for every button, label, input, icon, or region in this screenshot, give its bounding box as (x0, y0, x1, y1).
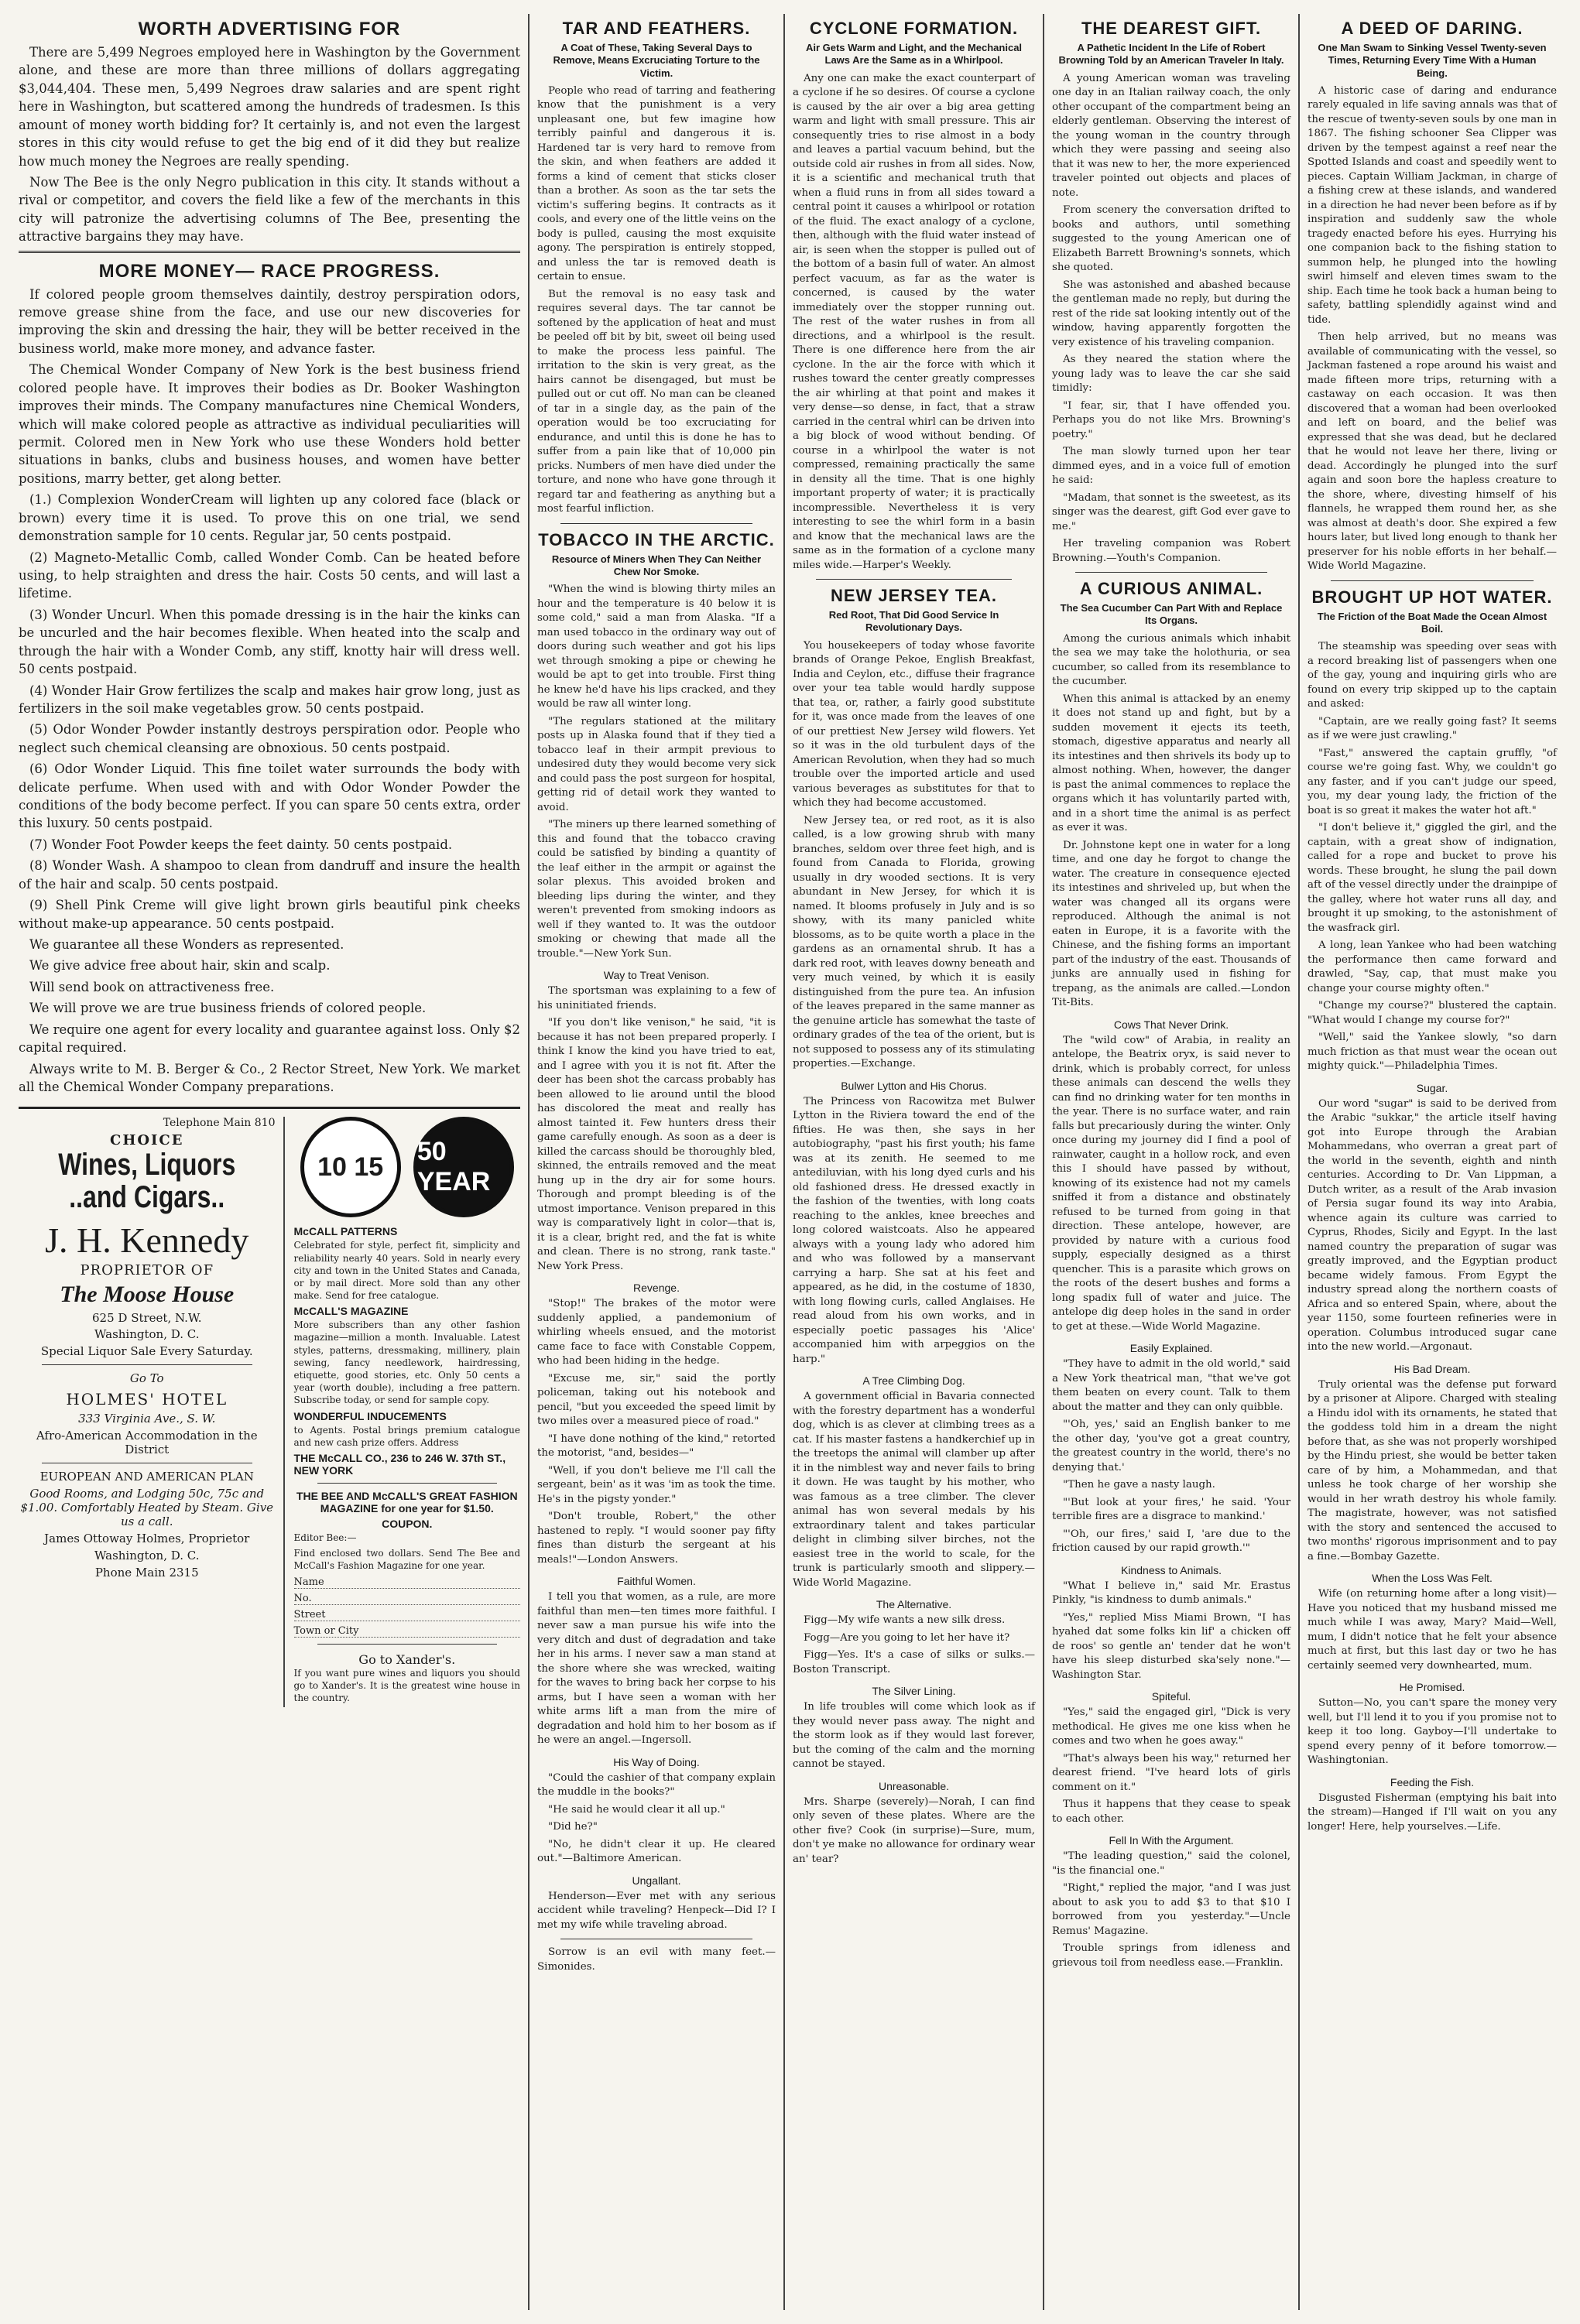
magazine-text: More subscribers than any other fashion magazine—million a month. Invaluable. Latest styles, patterns, dressmaking, millinery, plain sewing, fancy needlework, hairdressing, etiquette, good stories, etc. Only 50 cents a year (worth double), including a free pattern. Subscribe today, or send for sample copy. (293, 1319, 520, 1406)
headline-silver: The Silver Lining. (872, 1685, 956, 1697)
paragraph: We give advice free about hair, skin and scalp. (29, 958, 331, 974)
divider (317, 1644, 498, 1645)
headline-sugar: Sugar. (1416, 1081, 1448, 1094)
paragraph: "Fast," answered the captain gruffly, "of course we're going fast. Why, we couldn't go any faster, and if you can't judge our speed, you, my dear young lady, the friction of the boat is so great it makes the water hot aft." (1308, 747, 1557, 816)
paragraph: "That's always been his way," returned her dearest friend. "I've heard lots of girls comment on it." (1052, 1752, 1290, 1793)
paragraph: "Madam, that sonnet is the sweetest, as its singer was the dearest, gift God ever gave to me." (1052, 491, 1290, 532)
paragraph: (3) Wonder Uncurl. When this pomade dressing is in the hair the kinks can be uncurled and the hair becomes flexible. When heated into the scalp and through the hair with a Wonder Comb, any stiff, knotty hair will dress well. 50 cents postpaid. (19, 607, 520, 677)
hotel-proprietor: James Ottoway Holmes, Proprietor (44, 1532, 250, 1546)
paragraph: (8) Wonder Wash. A shampoo to clean from dandruff and insure the health of the hair and scalp. 50 cents postpaid. (19, 858, 520, 892)
paragraph: As they neared the station where the young lady was to leave the car she said timidly: (1052, 354, 1290, 394)
offer-head: THE BEE AND McCALL'S GREAT FASHION MAGAZINE for one year for $1.50. (296, 1489, 518, 1515)
headline-dog: A Tree Climbing Dog. (862, 1374, 965, 1387)
headline-way: His Way of Doing. (613, 1755, 700, 1768)
paragraph: "Could the cashier of that company explain the muddle in the books?" (537, 1771, 776, 1799)
badge-row (294, 1117, 521, 1217)
paragraph: Her traveling companion was Robert Browning.—Youth's Companion. (1052, 538, 1290, 564)
coupon-head: COUPON. (382, 1517, 433, 1530)
patterns-head: McCALL PATTERNS (293, 1225, 398, 1238)
paragraph: Figg—My wife wants a new silk dress. (804, 1614, 1006, 1626)
paragraph: Any one can make the exact counterpart of a cyclone if he so desires. Of course a cyclone is caused by the air over a big area getting warm and light with small pressure. This air consequently tries to rise almost in a body and leaves a partial vacuum behind, but the outside cold air rushes in from all sides. Now, it is a scientific and mechanical truth that when a fluid runs in from all sides toward a central point it causes a whirlpool or rotation of the fluid. The exact analogy of a cyclone, then, although with the fluid water instead of air, is seen when the stopper is pulled out of the bottom of a basin full of water. An almost perfect vacuum, as far as the water is concerned, is caused by the water immediately over the stopper running out. The rest of the water rushes in from all directions, and a whirlpool is the result. There is one difference here from the air cyclone. In the air the force with which it rushes toward the center greatly compresses the air whirling at that point and makes it very dense—so dense, in fact, that a straw carried in the central whirl can be driven into a big block of wood without bending. Of course in a whirlpool the water is not compressed, remaining practically the same in density all the time. That is one highly important property of water; it is practically incompressible. Nevertheless it is very interesting to see the whirl form in a basin and know that the mechanical laws are the same as in the formation of a cyclone many miles wide.—Harper's Weekly. (793, 72, 1035, 571)
paragraph: "Stop!" The brakes of the motor were suddenly applied, a pandemonium of whirling wheels ensued, and the motorist came face to face with Constable Coppem, who had been hiding in the hedge. (537, 1298, 776, 1367)
subhead-deed: One Man Swam to Sinking Vessel Twenty-seven Times, Returning Every Time With a Human Being. (1318, 42, 1547, 79)
mccall-magazine-badge: 50 YEAR (413, 1117, 514, 1217)
paragraph: We will prove we are true business friends of colored people. (29, 1001, 427, 1016)
coupon-name-field[interactable]: Name (294, 1576, 521, 1589)
paragraph: "Excuse me, sir," said the portly policeman, taking out his notebook and pencil, "but you exceeded the speed limit by two miles over a measured piece of road." (537, 1372, 776, 1428)
subhead-tobacco: Resource of Miners When They Can Neither Chew Nor Smoke. (551, 553, 762, 577)
paragraph: A government official in Bavaria connected with the forestry department has a wonderful dog, which is as clever at climbing trees as a cat. If his master fastens a handkerchief up in the treetops the animal will clamber up after it in the nimblest way and never fails to bring it down. He was taught by his mother, who was famous as a tree climber. The clever animal has won several medals by his extraordinary talent and takes particular delight in climbing silver birches, not the easiest tree in the world to scale, for the trunk is particularly smooth and slippery.—Wide World Magazine. (793, 1391, 1035, 1589)
paragraph: Henderson—Ever met with any serious accident while traveling? Henpeck—Did I? I met my wife while traveling abroad. (537, 1890, 776, 1931)
headline-ungallant: Ungallant. (632, 1874, 681, 1887)
coupon-no-field[interactable]: No. (294, 1593, 521, 1605)
paragraph: Sorrow is an evil with many feet.—Simonides. (537, 1946, 776, 1973)
goto: Go To (129, 1371, 164, 1386)
ads-block (19, 1107, 520, 1707)
paragraph: Sutton—No, you can't spare the money very well, but I'll lend it to you if you promise not to keep it too long. Gayboy—I'll undertake to spend every penny of it before tomorrow.—Washingtonian. (1308, 1697, 1557, 1767)
paragraph: A long, lean Yankee who had been watching the performance then came forward and drawled, "Say, cap, that must make you change your course mighty often." (1308, 940, 1557, 994)
headline-faithful: Faithful Women. (617, 1575, 696, 1588)
headline-deed: A DEED OF DARING. (1341, 19, 1523, 38)
paragraph: "Yes," said the engaged girl, "Dick is very methodical. He gives me one kiss when he comes and two when he goes away." (1052, 1706, 1290, 1747)
wines-liquors: Wines, Liquors (58, 1148, 236, 1183)
paragraph: "The miners up there learned something of this and found that the tobacco craving could be satisfied by binding a quantity of the leaf either in the armpit or against the solar plexus. This avoided broken and bleeding lips during the winter, and they weren't prevented from smoking indoors as well if they wanted to. It was the outdoor smoking or chewing that made all the trouble."—New York Sun. (537, 819, 776, 960)
paragraph: From scenery the conversation drifted to books and authors, until something suggested to the young American one of Elizabeth Barrett Browning's sonnets, which she quoted. (1052, 204, 1290, 273)
choice-label: CHOICE (110, 1132, 184, 1149)
divider (317, 1483, 498, 1484)
paragraph: (1.) Complexion WonderCream will lighten up any colored face (black or brown) every time it is used. To prove this on one trial, we send demonstration sample for 10 cents. Regular jar, 50 cents postpaid. (19, 492, 520, 544)
paragraph: The Chemical Wonder Company of New York is the best business friend colored people have. It improves their bodies as Dr. Booker Washington improves their minds. The Company manufactures nine Chemical Wonders, which will make colored people as attractive as individual peculiarities will permit. Colored men in New York who use these Wonders hold better situations in banks, clubs and business houses, and women have better positions, marry better, get along better. (19, 362, 520, 486)
paragraph: "If you don't like venison," he said, "it is because it has not been prepared properly. I think I know the kind you have tried to eat, and I agree with you it is not fit. After the deer has been shot the carcass probably has been allowed to lie around until the blood has discolored the meat and really has almost tainted it. Few hunters dress their game carefully enough. As soon as a deer is killed the carcass should be thoroughly bled, skinned, the entrails removed and the meat hung up in the dry air for some hours. Thorough and prompt bleeding is of the utmost importance. Venison prepared in this way is comparatively light in color—that is, it is a clear, bright red, and the fat is white and clean. There is no strong, rank taste." New York Press. (537, 1017, 776, 1272)
paragraph: (6) Odor Wonder Liquid. This fine toilet water surrounds the body with delicate perfume. When used with and with Odor Wonder Powder the conditions of the body become perfect. If you can spare 50 cents extra, order this luxury. 50 cents postpaid. (19, 762, 520, 831)
paragraph: "'But look at your fires,' he said. 'Your terrible fires are a disgrace to mankind.' (1052, 1496, 1290, 1522)
paragraph: Fogg—Are you going to let her have it? (804, 1631, 1010, 1644)
paragraph: "Did he?" (548, 1821, 598, 1833)
paragraph: Figg—Yes. It's a case of silks or sulks.—Boston Transcript. (793, 1649, 1035, 1675)
paragraph: When this animal is attacked by an enemy it does not stand up and fight, but by a sudden movement it ejects its teeth, stomach, digestive apparatus and nearly all its intestines and then shrivels its body up to almost nothing. When, however, the danger is past the animal commences to replace the organs which it has voluntarily parted with, and in a short time the animal is as perfect as ever it was. (1052, 693, 1290, 833)
paragraph: If colored people groom themselves daintily, destroy perspiration odors, remove grease shine from the face, and use our new discoveries for improving the skin and dressing the hair, they will be better received in the business world, make more money, and advance faster. (19, 286, 520, 356)
inducement-head: WONDERFUL INDUCEMENTS (293, 1409, 447, 1422)
paragraph: "They have to admit in the old world," said a New York theatrical man, "that we've got them beaten on every count. Talk to them about the matter and they can only quibble. (1052, 1358, 1290, 1413)
paragraph: "'Oh, our fires,' said I, 'are due to the friction caused by our rapid growth.'" (1052, 1528, 1290, 1554)
subhead-hot-water: The Friction of the Boat Made the Ocean Almost Boil. (1317, 610, 1547, 635)
paragraph: "Then he gave a nasty laugh. (1063, 1479, 1215, 1491)
hotel-city: Washington, D. C. (94, 1549, 200, 1563)
paragraph: In life troubles will come which look as if they would never pass away. The night and the storm look as if they would last forever, but the coming of the calm and the morning cannot be stayed. (793, 1701, 1035, 1770)
headline-spiteful: Spiteful. (1151, 1690, 1191, 1703)
patterns-text: Celebrated for style, perfect fit, simplicity and reliability nearly 40 years. Sold in nearly every city and town in the United States and Canada, or by mail direct. More sold than any other make. Send for free catalogue. (293, 1240, 520, 1302)
paragraph: "Don't trouble, Robert," the other hastened to reply. "I would sooner pay fifty fines than disturb the sergeant at his meals!"—London Answers. (537, 1511, 776, 1566)
paragraph: We require one agent for every locality and guarantee against loss. Only $2 capital required. (19, 1022, 520, 1056)
xander-text: If you want pure wines and liquors you should go to Xander's. It is the greatest wine house in the country. (293, 1667, 520, 1703)
column-4 (1044, 14, 1300, 2310)
paragraph: The man slowly turned upon her tear dimmed eyes, and in a voice full of emotion he said: (1052, 446, 1290, 486)
divider (42, 1364, 252, 1365)
paragraph: Thus it happens that they cease to speak to each other. (1052, 1799, 1290, 1825)
paragraph: Mrs. Sharpe (severely)—Norah, I can find only seven of these plates. Where are the other five? Cook (in surprise)—Sure, mum, don't ye make no allowance for ordinary wear an' tear? (793, 1795, 1035, 1865)
headline-unreasonable: Unreasonable. (878, 1779, 950, 1792)
divider (1075, 572, 1267, 573)
headline-curious: A CURIOUS ANIMAL. (1079, 579, 1263, 598)
paragraph: The steamship was speeding over seas with a record breaking list of passengers when one of the gay, young and inquiring girls who are found on every trip skipped up to the captain and asked: (1308, 641, 1557, 710)
paragraph: Wife (on returning home after a long visit)—Have you noticed that my husband missed me much while I was away, Mary? Maid—Well, mum, I didn't notice that he felt your absence much at first, but this last day or two he has certainly seemed very downhearted, mum. (1308, 1588, 1557, 1672)
rooms: Good Rooms, and Lodging 50c, 75c and $1.00. Comfortably Heated by Steam. Give us a call. (20, 1487, 274, 1529)
money-body (19, 286, 520, 1097)
column-5 (1300, 14, 1565, 2310)
paragraph: (2) Magneto-Metallic Comb, called Wonder Comb. Can be heated before using, to help straighten and dress the hair. Costs 50 cents, and will last a lifetime. (19, 549, 520, 601)
paragraph: New Jersey tea, or red root, as it is also called, is a low growing shrub with many branches, seldom over three feet high, and is found from Canada to Florida, growing usually in dry wooded sections. It is very abundant in New Jersey, for which it is named. It blooms profusely in July and is so showy, with its many panicled white blossoms, as to be quite worth a place in the gardens as an ornamental shrub. It has a dark red root, with leaves downy beneath and very much veined, by which it is easily distinguished from the pure tea. An infusion of the leaves prepared in the same manner as the genuine article has somewhat the taste of ordinary grades of the tea of the orient, but is not supposed to possess any of its stimulating properties.—Exchange. (793, 814, 1035, 1070)
paragraph: (9) Shell Pink Creme will give light brown girls beautiful pink cheeks without make-up appearance. 50 cents postpaid. (19, 898, 520, 931)
proprietor-of: PROPRIETOR OF (80, 1262, 214, 1279)
paragraph: But the removal is no easy task and requires several days. The tar cannot be softened by the application of heat and must be peeled off bit by bit, sweet oil being used to make the process less painful. The irritation to the skin is very great, as the hairs cannot be disengaged, but must be pulled out or cut off. No man can be cleaned of tar in a single day, as the pain of the operation would be too excruciating for endurance, and until this is done he has to suffer from a pain like that of 10,000 pin pricks. Numbers of men have died under the torture, and none who have gone through it regard tar and feathering as anything but a most fearful infliction. (537, 288, 776, 515)
inducement-text: to Agents. Postal brings premium catalogue and new cash prize offers. Address (293, 1424, 520, 1448)
paragraph: Disgusted Fisherman (emptying his bait into the stream)—Hanged if I'll wait on you any longer! Here, help yourselves.—Life. (1308, 1792, 1557, 1833)
paragraph: "Well, if you don't believe me I'll call the sergeant, bein' as it was 'im as took the time. He's in the pigsty yonder." (537, 1464, 776, 1505)
editor-line: Editor Bee:— (293, 1532, 357, 1543)
column-advertising (11, 14, 530, 2310)
headline-bulwer: Bulwer Lytton and His Chorus. (841, 1079, 987, 1092)
plan: EUROPEAN AND AMERICAN PLAN (39, 1470, 254, 1484)
divider (1331, 580, 1534, 581)
headline-more-money: MORE MONEY— RACE PROGRESS. (98, 260, 440, 282)
paragraph: (7) Wonder Foot Powder keeps the feet dainty. 50 cents postpaid. (29, 837, 453, 852)
magazine-head: McCALL'S MAGAZINE (293, 1305, 409, 1318)
headline-alternative: The Alternative. (876, 1598, 952, 1610)
paragraph: The "wild cow" of Arabia, in reality an antelope, the Beatrix oryx, is said never to drink, which is probably correct, for unless these animals can descend the wells they can find no drinking water for ten months in the year. There is no surface water, and rain falls but precariously during the winter. Only once during my journey did I find a pool of rainwater, caught in a hollow rock, and even this I should have passed by without, knowing of its existence had not my camels sniffed it from a distance and obstinately refused to be turned from going in that direction. These antelope, however, are provided by nature with a curious food supply, especially designed as a thirst quencher. This is a parasite which grows on the roots of the desert bushes and forms a long spadix full of water and juice. The antelope dig deep holes in the sand in order to get at these.—Wide World Magazine. (1052, 1034, 1290, 1333)
paragraph: I tell you that women, as a rule, are more faithful than men—ten times more faithful. I never saw a man pursue his wife into the very ditch and dust of degradation and take her in his arms. I never saw a man stand at the shore where she was wrecked, waiting for the waves to bring back her corpse to his arms, but I have seen a woman with her white arms lift a man from the mire of degradation and hold him to her bosom as if he were an angel.—Ingersoll. (537, 1591, 776, 1747)
paragraph: A historic case of daring and endurance rarely equaled in life saving annals was that of the rescue of twenty-seven souls by one man in 1867. The fishing schooner Sea Clipper was driven by the tempest against a reef near the Spotted Islands and coast and speedily went to pieces. Captain William Jackman, in charge of a fishing crew at these islands, and wandered in a direction he had never been before as if by inspiration and suddenly saw the whole tragedy enacted before his eyes. Hurrying his one companion back to the fishing station to summon help, he plunged into the howling swirl himself and eleven times swam to the ship. Each time he took back a human being to safety, battling splendidly against wind and tide. (1308, 84, 1557, 326)
paragraph: "When the wind is blowing thirty miles an hour and the temperature is 40 below it is some cold," said a man from Alaska. "If a man used tobacco in the ordinary way out of doors during such weather and got his lips wet through smoking a pipe or chewing he would be apt to get into trouble. First thing he knew he'd have his lips cracked, and they would be raw all winter long. (537, 584, 776, 710)
headline-dream: His Bad Dream. (1393, 1362, 1471, 1375)
paragraph: "What I believe in," said Mr. Erastus Pinkly, "is kindness to dumb animals." (1052, 1580, 1290, 1606)
headline-argument: Fell In With the Argument. (1109, 1834, 1234, 1847)
paragraph: "Yes," replied Miss Miami Brown, "I has hyahed dat some folks kin lif' a chicken off de roos' so gentle an' tender dat he won't have his sleep disturbed ska'sely none."—Washington Star. (1052, 1611, 1290, 1681)
hotel-phone: Phone Main 2315 (94, 1566, 199, 1580)
paragraph: Trouble springs from idleness and grievous toil from needless ease.—Franklin. (1052, 1942, 1290, 1969)
telephone-line: Telephone Main 810 (163, 1117, 276, 1130)
divider (816, 579, 1012, 580)
headline-cows: Cows That Never Drink. (1113, 1018, 1229, 1031)
divider (560, 523, 752, 524)
paragraph: "Right," replied the major, "and I was just about to ask you to add $3 to that $10 I borrowed from you yesterday."—Uncle Remus' Magazine. (1052, 1882, 1290, 1937)
column-2 (530, 14, 785, 2310)
paragraph: She was astonished and abashed because the gentleman made no reply, but during the rest of the ride sat looking intently out of the window, having apparently forgotten the very existence of his traveling companion. (1052, 279, 1290, 348)
cigars: ..and Cigars.. (69, 1180, 225, 1215)
paragraph: "Change my course?" blustered the captain. "What would I change my course for?" (1308, 1000, 1557, 1026)
paragraph: Always write to M. B. Berger & Co., 2 Rector Street, New York. We market all the Chemical Wonder Company preparations. (19, 1061, 520, 1094)
find-enclosed: Find enclosed two dollars. Send The Bee and McCall's Fashion Magazine for one year. (293, 1548, 520, 1572)
mccall-company: THE McCALL CO., 236 to 246 W. 37th ST., NEW YORK (293, 1451, 506, 1477)
divider (19, 251, 520, 253)
paragraph: We guarantee all these Wonders as represented. (29, 936, 344, 952)
mccall-patterns-badge: 10 15 (300, 1117, 401, 1217)
xander-head: Go to Xander's. (358, 1651, 456, 1667)
paragraph: You housekeepers of today whose favorite brands of Orange Pekoe, English Breakfast, India and Ceylon, etc., diffuse their fragrance over your tea table would hardly suppose that tea, or, rather, a fairly good substitute for it, was once made from the leaves of one of our prettiest New Jersey wild flowers. Yet so it was in the old turbulent days of the American Revolution, when they had so much trouble over the imported article and used various beverages as substitutes for that to which they had become accustomed. (793, 639, 1035, 809)
paragraph: Dr. Johnstone kept one in water for a long time, and one day he forgot to change the water. The creature in consequence ejected its intestines and shriveled up, but when the water was changed all its organs were reproduced. Although the animal is not eaten in Europe, it is a favorite with the Chinese, and the fishing forms an important part of the industry of the east. Thousands of junks are annually used in fishing for trepang, as the animals are called.—London Tit-Bits. (1052, 839, 1290, 1008)
headline-hot-water: BROUGHT UP HOT WATER. (1311, 587, 1553, 607)
paragraph: Will send book on attractiveness free. (29, 979, 275, 994)
paragraph: "I have done nothing of the kind," retorted the motorist, "and, besides—" (537, 1432, 776, 1460)
headline-gift: THE DEAREST GIFT. (1081, 19, 1262, 38)
paragraph: Among the curious animals which inhabit the sea we may take the holothuria, or sea cucumber, so called from its resemblance to the cucumber. (1052, 632, 1290, 687)
paragraph: People who read of tarring and feathering know that the punishment is a very unpleasant one, but few imagine how terribly painful and dangerous it is. Hardened tar is very hard to remove from the skin, and when feathers are added it forms a kind of cement that sticks closer than a brother. As soon as the tar sets the victim's suffering begins. It contracts as it cools, and every one of the little veins on the body is pulled, causing the most exquisite agony. The perspiration is entirely stopped, and unless the tar is removed death is certain to ensue. (537, 84, 776, 283)
headline-kindness: Kindness to Animals. (1121, 1563, 1222, 1576)
special-sale: Special Liquor Sale Every Saturday. (40, 1344, 253, 1359)
coupon-street-field[interactable]: Street (294, 1609, 521, 1621)
mccall-ad (285, 1117, 521, 1707)
paragraph: "He said he would clear it all up." (548, 1803, 725, 1816)
kennedy-name: J. H. Kennedy (45, 1220, 249, 1261)
paragraph: "I fear, sir, that I have offended you. Perhaps you do not like Mrs. Browning's poetry." (1052, 399, 1290, 440)
paragraph: "The leading question," said the colonel, "is the financial one." (1052, 1850, 1290, 1877)
subhead-tar: A Coat of These, Taking Several Days to Remove, Means Excruciating Torture to the Victim. (553, 42, 760, 79)
headline-revenge: Revenge. (633, 1282, 680, 1295)
paragraph: (5) Odor Wonder Powder instantly destroys perspiration odor. People who neglect such chemical cleansing are obnoxious. 50 cents postpaid. (19, 722, 520, 755)
moose-house: The Moose House (60, 1282, 235, 1308)
headline-cyclone: CYCLONE FORMATION. (809, 19, 1019, 38)
headline-tea: NEW JERSEY TEA. (830, 586, 998, 605)
paragraph: "No, he didn't clear it up. He cleared out."—Baltimore American. (537, 1838, 776, 1865)
paragraph: Now The Bee is the only Negro publication in this city. It stands without a rival or competitor, and covers the field like a few of the merchants in this city will patronize the advertising columns of The Bee, presenting the attractive bargains they may have. (19, 174, 520, 245)
worth-body (19, 43, 520, 246)
headline-promised: He Promised. (1399, 1681, 1465, 1694)
headline-easy: Easily Explained. (1129, 1342, 1213, 1354)
paragraph: The sportsman was explaining to a few of his uninitiated friends. (537, 985, 776, 1011)
subhead-curious: The Sea Cucumber Can Part With and Replace Its Organs. (1060, 602, 1283, 627)
paragraph: A young American woman was traveling one day in an Italian railway coach, the only other occupant of the compartment being an elderly gentleman. Observing the interest of the young woman in the country through which they were passing and seeing also that it was new to her, the more experienced traveler pointed out objects and places of note. (1052, 72, 1290, 199)
headline-worth-advertising: WORTH ADVERTISING FOR (138, 19, 401, 39)
holmes-hotel: HOLMES' HOTEL (66, 1390, 228, 1409)
paragraph: "I don't believe it," giggled the girl, and the captain, with a great show of indignation, called for a rope and bucket to prove his words. These brought, he slung the pail down aft of the vessel directly under the drainpipe of the galley, where hot water runs all day, and brought it up smoking, to the astonishment of the wasfrack girl. (1308, 822, 1557, 934)
headline-loss: When the Loss Was Felt. (1372, 1572, 1493, 1585)
afro-accommodation: Afro-American Accommodation in the District (36, 1429, 258, 1457)
city: Washington, D. C. (94, 1327, 200, 1342)
kennedy-ad (19, 1117, 285, 1707)
subhead-cyclone: Air Gets Warm and Light, and the Mechanical Laws Are the Same as in a Whirlpool. (805, 42, 1023, 67)
paragraph: "Well," said the Yankee slowly, "so darn much friction as that must wear the ocean out mighty quick."—Philadelphia Times. (1308, 1032, 1557, 1073)
subhead-gift: A Pathetic Incident In the Life of Robert Browning Told by an American Traveler In Italy. (1058, 42, 1284, 67)
subhead-tea: Red Root, That Did Good Service In Revolutionary Days. (828, 609, 999, 634)
coupon-town-field[interactable]: Town or City (294, 1625, 521, 1638)
paragraph: The Princess von Racowitza met Bulwer Lytton in the Riviera toward the end of the fifties. He was then, she says in her autobiography, "past his first youth; his fame was at its zenith. He seemed to me antediluvian, with his long dyed curls and his old fashioned dress. He dressed exactly in the fashion of the twenties, with long coats reaching to the ankles, knee breeches and long colored waistcoats. Also he appeared always with a young lady who adored him and who was followed by a manservant carrying a harp. She sat at his feet and appeared, as he did, in the costume of 1830, with long flowing curls, called Anglaises. He read aloud from his own works, and in especially poetic passages his 'Alice' accompanied him with arpeggios on the harp." (793, 1095, 1035, 1365)
headline-fish: Feeding the Fish. (1390, 1775, 1475, 1788)
paragraph: Truly oriental was the defense put forward by a prisoner at Alipore. Charged with stealing a Hindu idol with its ornaments, he stated that the goddess told him in a dream the night before that, as she was not properly worshiped by the Hindu priest, she would be better taken care of by him, a Mohammedan, and that unless he took charge of her worship she would in her wrath destroy his whole family. The magistrate, however, was not satisfied with the story and sentenced the accused to two months' rigorous imprisonment and to pay a fine.—Bombay Gazette. (1308, 1378, 1557, 1562)
column-3 (785, 14, 1044, 2310)
headline-tar: TAR AND FEATHERS. (562, 19, 751, 38)
paragraph: There are 5,499 Negroes employed here in Washington by the Government alone, and these are more than three millions of dollars aggregating $3,044,404. These men, 5,499 Negroes draw salaries and are spent right here in Washington, but scattered among the hundreds of tradesmen. Is this amount of money worth bidding for? It certainly is, and not even the largest stores in this city would refuse to get the big end of it did they but realize how much money the Negroes are really spending. (19, 45, 520, 169)
paragraph: "Captain, are we really going fast? It seems as if we were just crawling." (1308, 715, 1557, 742)
paragraph: (4) Wonder Hair Grow fertilizes the scalp and makes hair grow long, just as fertilizers in the soil make vegetables grow. 50 cents postpaid. (19, 683, 520, 716)
headline-venison: Way to Treat Venison. (603, 969, 710, 982)
paragraph: "'Oh, yes,' said an English banker to me the other day, 'you've got a great country, the greatest country in the world, there's no denying that.' (1052, 1419, 1290, 1473)
address: 625 D Street, N.W. (92, 1311, 202, 1326)
paragraph: Then help arrived, but no means was available of communicating with the vessel, so Jackman fastened a rope around his waist and made fifteen more trips, returning with a castaway on each occasion. It was then discovered that a woman had been overlooked and left on board, and the belief was expressed that she was dead, but he declared that he would not leave her there, living or dead. Accordingly he plunged into the surf again and soon bore the hapless creature to the shore, where, divesting himself of his flannels, he wrapped them round her, as she was almost at death's door. She expired a few hours later, but lived long enough to thank her preserver for his noble efforts in her behalf.—Wide World Magazine. (1308, 331, 1557, 573)
paragraph: Our word "sugar" is said to be derived from the Arabic "sukkar," the article itself having got into Europe through the Arabian Mohammedans, who overran a great part of the world in the seventh, eighth and ninth centuries. According to Dr. Van Lippman, a Dutch writer, as a result of the Arab invasion of Persia sugar found its way into Arabia, whence again its culture was carried to Cyprus, Rhodes, Sicily and Egypt. In the last named country the preparation of sugar was greatly improved, and the Egyptian product became widely famous. From Egypt the industry spread along the northern coasts of Africa and so entered Spain, where, about the year 1150, some fourteen refineries were in operation. Columbus introduced sugar cane into the new world.—Argonaut. (1308, 1097, 1557, 1354)
paragraph: "The regulars stationed at the military posts up in Alaska found that if they tied a tobacco leaf in their armpit previous to undesired duty they would become very sick and could pass the post surgeon for hospital, getting rid of detail work they wanted to avoid. (537, 715, 776, 813)
hotel-address: 333 Virginia Ave., S. W. (78, 1412, 216, 1426)
headline-tobacco: TOBACCO IN THE ARCTIC. (538, 529, 775, 549)
